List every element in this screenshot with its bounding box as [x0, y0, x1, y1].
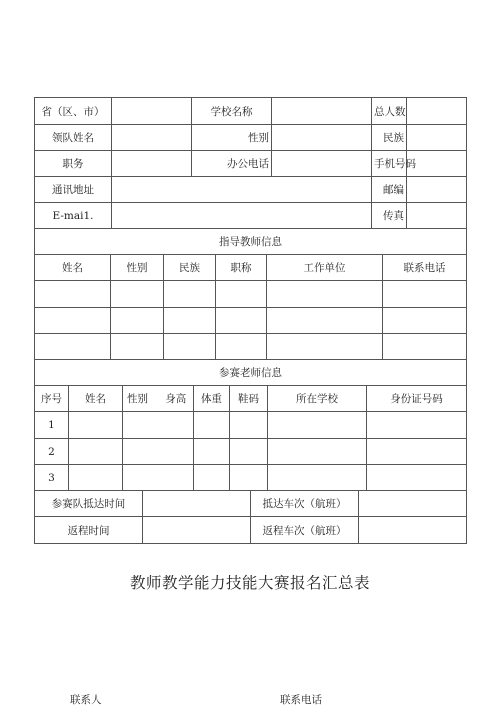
contestant-cell[interactable]: [69, 412, 123, 439]
instructor-cell[interactable]: [216, 308, 267, 334]
contestant-cell[interactable]: [268, 465, 367, 491]
contestant-cell[interactable]: [123, 412, 194, 439]
instructor-cell[interactable]: [267, 308, 383, 334]
travel-table: [34, 490, 467, 544]
postcode-label: 邮编: [372, 177, 407, 203]
instructor-cell[interactable]: [164, 308, 216, 334]
instructor-cell[interactable]: [164, 334, 216, 360]
position-cell[interactable]: [112, 151, 192, 177]
instructor-cell[interactable]: [267, 281, 383, 308]
contestant-header-name: 姓名: [69, 386, 123, 412]
office-phone-label: 办公电话: [192, 151, 272, 177]
contestant-header-id-number: 身份证号码: [367, 386, 467, 412]
instructor-cell[interactable]: [111, 308, 164, 334]
contestant-table: [34, 359, 467, 491]
instructor-cell[interactable]: [164, 281, 216, 308]
contestant-cell[interactable]: [194, 439, 230, 465]
return-time-cell[interactable]: [143, 517, 251, 544]
total-label: 总人数: [372, 98, 407, 125]
province-cell[interactable]: [112, 98, 192, 125]
contestant-cell[interactable]: [123, 439, 194, 465]
total-cell[interactable]: [407, 98, 467, 125]
ethnicity-label: 民族: [372, 125, 407, 151]
contestant-cell[interactable]: [367, 412, 467, 439]
contestant-header-number: 序号: [35, 386, 69, 412]
instructor-cell[interactable]: [267, 334, 383, 360]
instructor-section-title: 指导教师信息: [35, 229, 467, 255]
contestant-cell[interactable]: [69, 465, 123, 491]
instructor-cell[interactable]: [111, 281, 164, 308]
instructor-cell[interactable]: [216, 334, 267, 360]
instructor-cell[interactable]: [383, 308, 467, 334]
instructor-row: [35, 308, 467, 334]
contestant-header-shoe-size: 鞋码: [230, 386, 268, 412]
email-label: E-mai1.: [35, 203, 112, 229]
contestant-row: [35, 412, 467, 439]
leader-name-label: 领队姓名: [35, 125, 112, 151]
contestant-header-height: 身高: [159, 386, 194, 412]
instructor-cell[interactable]: [35, 334, 111, 360]
contestant-row-number: 2: [35, 439, 69, 465]
instructor-header-name: 姓名: [35, 255, 111, 281]
contestant-cell[interactable]: [268, 439, 367, 465]
address-cell[interactable]: [112, 177, 372, 203]
school-name-cell[interactable]: [272, 98, 372, 125]
instructor-cell[interactable]: [35, 308, 111, 334]
arrival-time-cell[interactable]: [143, 491, 251, 517]
contestant-header-school: 所在学校: [268, 386, 367, 412]
gender-label: 性别: [192, 125, 272, 151]
contestant-cell[interactable]: [367, 465, 467, 491]
school-name-label: 学校名称: [192, 98, 272, 125]
return-train-label: 返程车次（航班）: [251, 517, 359, 544]
registration-form: [34, 97, 466, 544]
return-train-cell[interactable]: [359, 517, 467, 544]
instructor-row: [35, 281, 467, 308]
gender-cell[interactable]: [272, 125, 372, 151]
instructor-cell[interactable]: [383, 334, 467, 360]
contestant-row-number: 3: [35, 465, 69, 491]
return-time-label: 返程时间: [35, 517, 143, 544]
contestant-cell[interactable]: [230, 439, 268, 465]
province-label: 省（区、市）: [35, 98, 112, 125]
instructor-header-gender: 性别: [111, 255, 164, 281]
team-info-table: [34, 97, 467, 229]
instructor-header-title: 职称: [216, 255, 267, 281]
postcode-cell[interactable]: [407, 177, 467, 203]
office-phone-cell[interactable]: [272, 151, 372, 177]
contact-person-label: 联系人: [70, 694, 102, 706]
fax-label: 传真: [372, 203, 407, 229]
contestant-row: [35, 465, 467, 491]
contestant-row: [35, 439, 467, 465]
arrival-time-label: 参赛队抵达时间: [35, 491, 143, 517]
instructor-cell[interactable]: [383, 281, 467, 308]
position-label: 职务: [35, 151, 112, 177]
contestant-cell[interactable]: [123, 465, 194, 491]
contestant-header-gender: 性别: [123, 386, 159, 412]
contestant-section-title: 参赛老师信息: [35, 360, 467, 386]
arrival-train-label: 抵达车次（航班）: [251, 491, 359, 517]
instructor-table: [34, 228, 467, 360]
fax-cell[interactable]: [407, 203, 467, 229]
instructor-cell[interactable]: [111, 334, 164, 360]
mobile-label: 手机号码: [372, 151, 407, 177]
instructor-header-phone: 联系电话: [383, 255, 467, 281]
arrival-train-cell[interactable]: [359, 491, 467, 517]
ethnicity-cell[interactable]: [407, 125, 467, 151]
contestant-row-number: 1: [35, 412, 69, 439]
instructor-row: [35, 334, 467, 360]
contestant-cell[interactable]: [194, 465, 230, 491]
contestant-cell[interactable]: [268, 412, 367, 439]
instructor-cell[interactable]: [35, 281, 111, 308]
contact-phone-label: 联系电话: [280, 694, 322, 706]
contestant-cell[interactable]: [69, 439, 123, 465]
contestant-cell[interactable]: [367, 439, 467, 465]
instructor-header-ethnicity: 民族: [164, 255, 216, 281]
leader-name-cell[interactable]: [112, 125, 192, 151]
contestant-cell[interactable]: [230, 465, 268, 491]
instructor-cell[interactable]: [216, 281, 267, 308]
form-title: 教师教学能力技能大赛报名汇总表: [129, 574, 370, 592]
contestant-cell[interactable]: [194, 412, 230, 439]
instructor-header-workplace: 工作单位: [267, 255, 383, 281]
contestant-header-weight: 体重: [194, 386, 230, 412]
email-cell[interactable]: [112, 203, 372, 229]
contestant-cell[interactable]: [230, 412, 268, 439]
address-label: 通讯地址: [35, 177, 112, 203]
